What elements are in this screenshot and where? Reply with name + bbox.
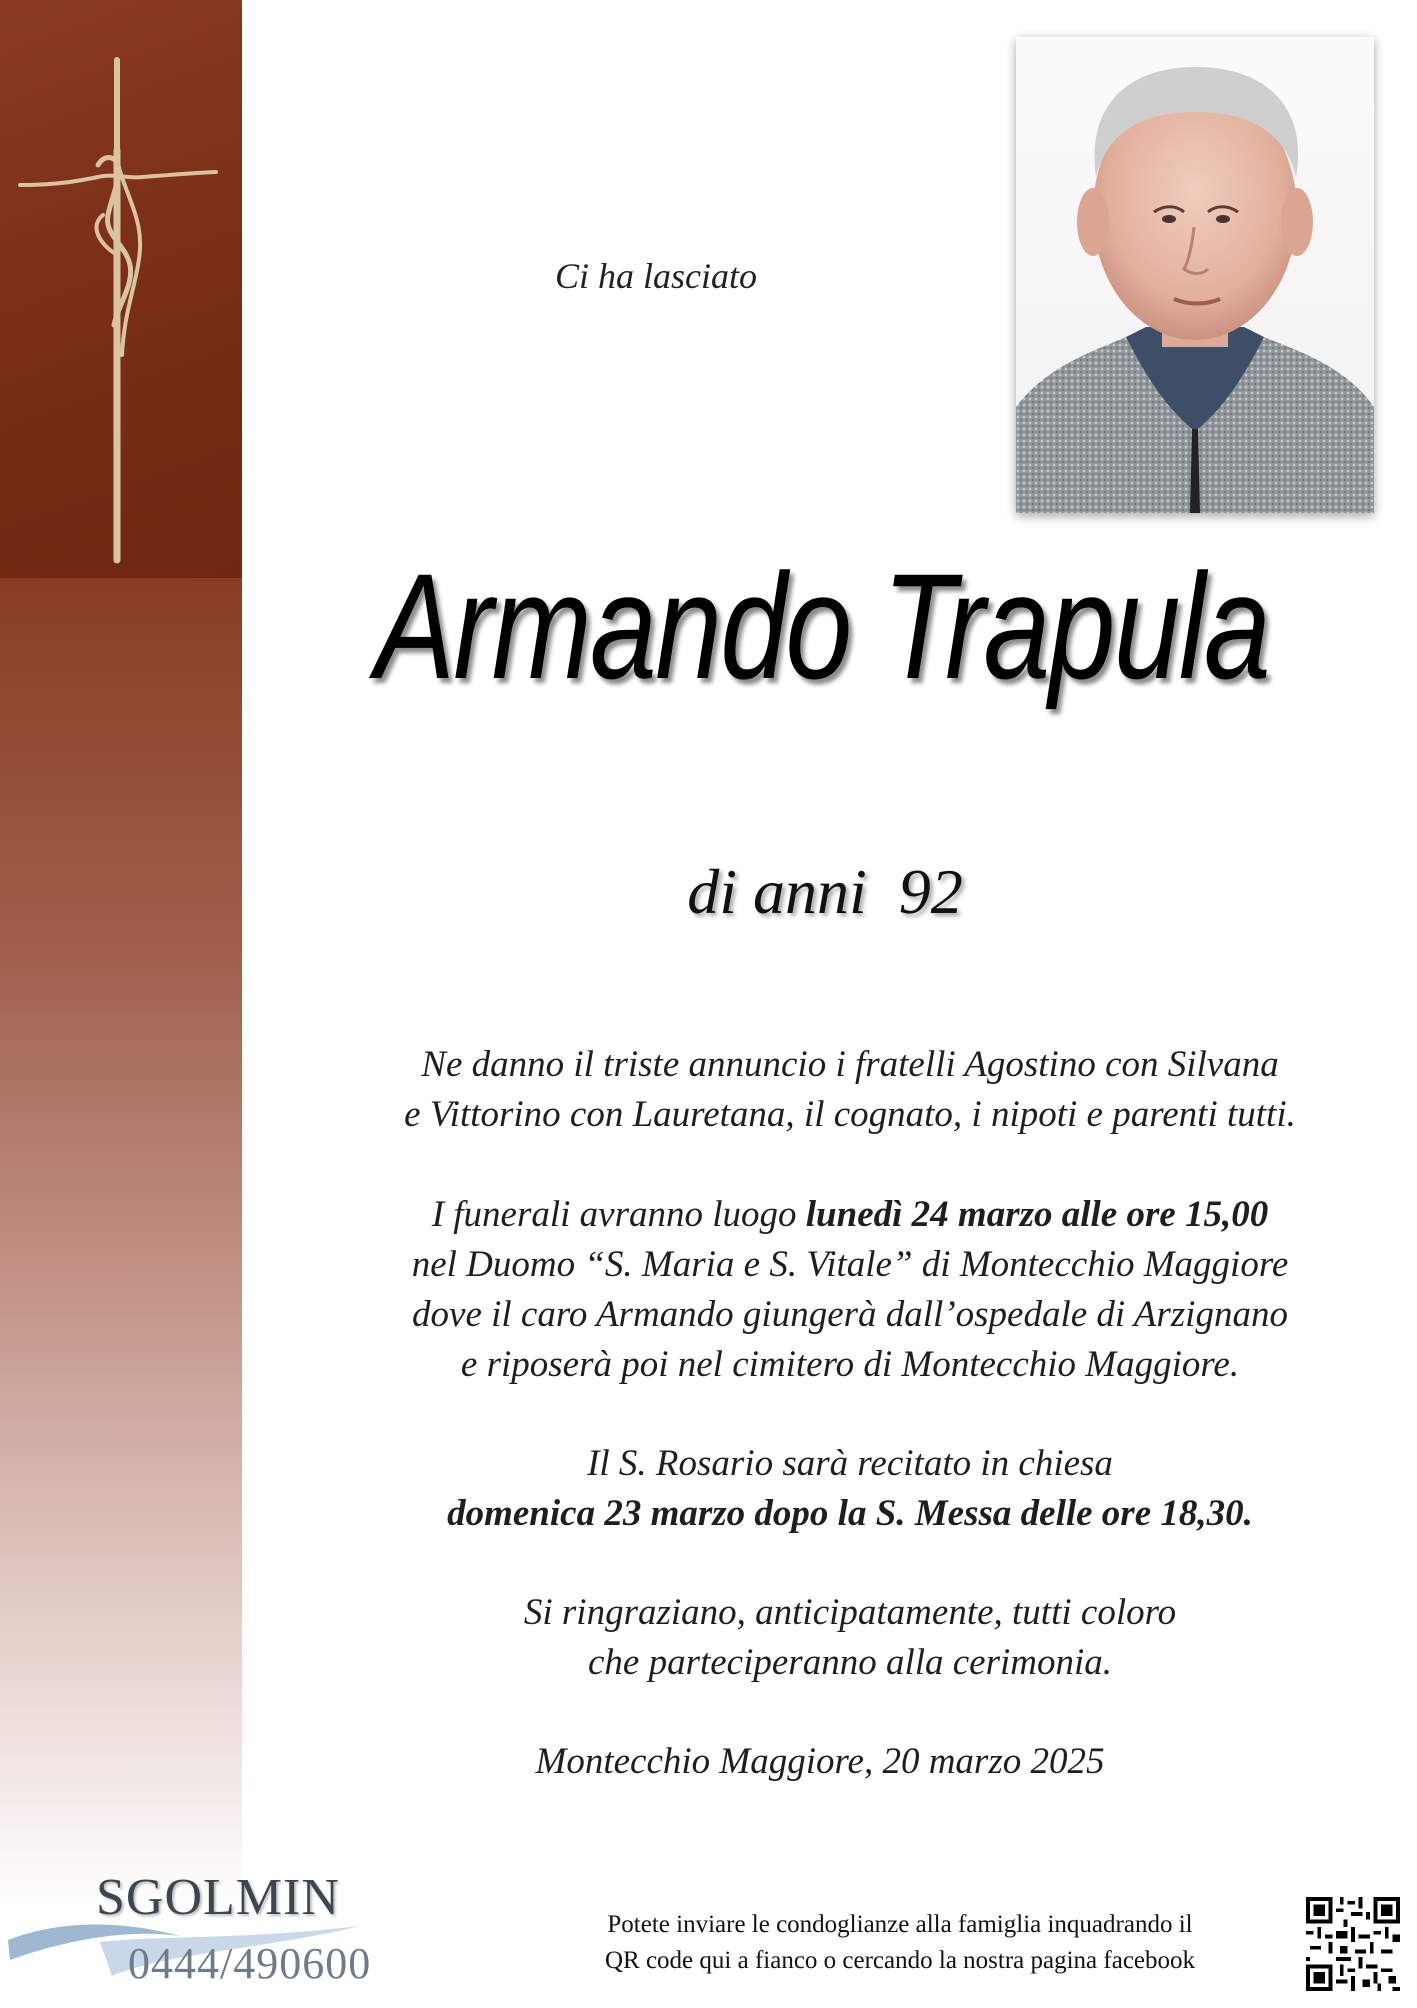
funeral-line [290,1190,1410,1240]
funeral-datetime: lunedì 24 marzo alle ore 15,00 [805,1194,1269,1235]
deceased-portrait [1016,37,1374,513]
place-date: Montecchio Maggiore, 20 marzo 2025 [535,1741,1105,1782]
rosary-datetime: domenica 23 marzo dopo la S. Messa delle ore 18,30. [447,1493,1253,1534]
portrait-image [1016,37,1374,513]
condolence-note-line: QR code qui a fianco o cercando la nostra pagina facebook [604,1947,1196,1974]
announcement-body [290,1040,1410,1688]
funeral-line: nel Duomo “S. Maria e S. Vitale” di Montecchio Maggiore [411,1244,1289,1285]
qr-code-icon[interactable] [1306,1897,1400,1991]
family-line: Ne danno il triste annuncio i fratelli Agostino con Silvana [421,1044,1279,1085]
rosary-line: Il S. Rosario sarà recitato in chiesa [587,1443,1113,1484]
agency-name: SGOLMIN [96,1869,340,1926]
funeral-line: dove il caro Armando giungerà dall’ospedale di Arzignano [412,1294,1288,1335]
deceased-name: Armando Trapula [374,542,1270,710]
crucifix-panel [0,0,242,578]
deceased-age: di anni 92 [687,856,963,927]
funeral-line: e riposerà poi nel cimitero di Montecchio Maggiore. [460,1344,1240,1385]
family-line: e Vittorino con Lauretana, il cognato, i nipoti e parenti tutti. [404,1094,1296,1135]
thanks-line: Si ringraziano, anticipatamente, tutti coloro [523,1592,1177,1633]
thanks-line: che parteciperanno alla cerimonia. [587,1642,1113,1683]
intro-text: Ci ha lasciato [554,256,757,296]
condolence-note [540,1907,1260,1979]
agency-logo [0,1860,420,2000]
crucifix-icon [18,55,218,575]
rosary-line [290,1489,1410,1539]
condolence-note-line: Potete inviare le condoglianze alla famiglia inquadrando il [607,1911,1193,1938]
funeral-prefix: I funerali avranno luogo [431,1194,806,1235]
agency-phone: 0444/490600 [128,1939,372,1988]
